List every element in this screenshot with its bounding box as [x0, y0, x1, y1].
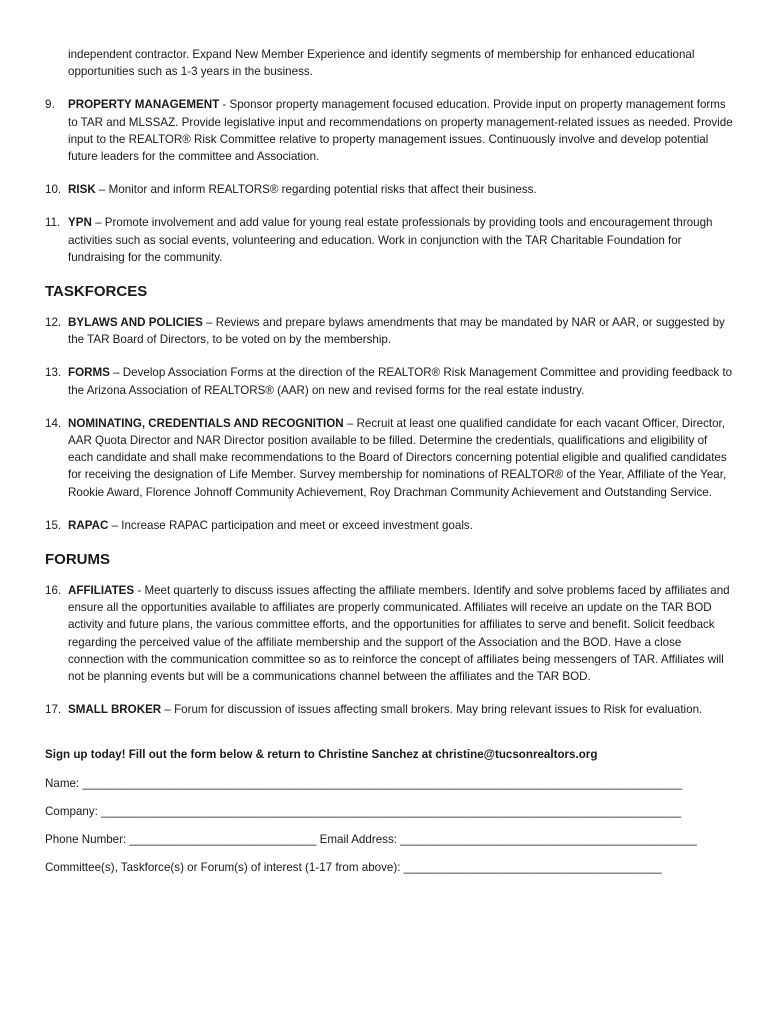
- company-field[interactable]: Company: __________________________________________________________________________________________: [45, 804, 682, 818]
- item-number: 9.: [45, 98, 55, 112]
- item-title: FORMS: [68, 366, 110, 380]
- item-separator: –: [161, 703, 175, 717]
- taskforce-list: [45, 314, 735, 534]
- item-number: 12.: [45, 316, 62, 330]
- list-item: [45, 582, 735, 685]
- item-number: 16.: [45, 584, 62, 598]
- name-field[interactable]: Name: _____________________________________________________________________________________________: [45, 776, 683, 790]
- list-item: [45, 701, 735, 718]
- item-description: Monitor and inform REALTORS® regarding potential risks that affect their business.: [108, 183, 537, 197]
- list-item: [45, 517, 735, 534]
- list-item: [45, 214, 735, 266]
- item-title: AFFILIATES: [68, 584, 135, 598]
- item-separator: –: [343, 416, 357, 430]
- interest-field[interactable]: Committee(s), Taskforce(s) or Forum(s) of interest (1-17 from above): ________________________________________: [45, 861, 662, 875]
- item-title: YPN: [68, 216, 92, 230]
- item-description: Recruit at least one qualified candidate for each vacant Officer, Director, AAR Quota Director and NAR Director position available to be filled. Determine the credentials, qualifications and eligibility of each candidate and shall make recommendations to the Board of Directors concerning potential eligible and qualified candidates for receiving the designation of Life Member. Survey membership for nominations of REALTOR® of the Year, Affiliate of the Year, Rookie Award, Florence Johnoff Community Achievement, Roy Drachman Community Achievement and Outstanding Service.: [68, 416, 727, 499]
- item-separator: -: [134, 584, 145, 598]
- item-separator: –: [95, 183, 109, 197]
- list-item: [45, 96, 735, 165]
- forum-list: [45, 582, 735, 718]
- item-description: Sponsor property management focused education. Provide input on property management forms to TAR and MLSSAZ. Provide legislative input and recommendations on property management-related issues as needed. Provide input to the REALTOR® Risk Committee relative to property management issues. Continuously involve and develop potential future leaders for the committee and Association.: [68, 98, 733, 164]
- item-number: 15.: [45, 518, 62, 532]
- item-number: 10.: [45, 183, 62, 197]
- intro-continuation: independent contractor. Expand New Member Experience and identify segments of membership for enhanced educational opportunities such as 1-3 years in the business.: [68, 48, 695, 79]
- item-title: RISK: [68, 183, 96, 197]
- item-title: PROPERTY MANAGEMENT: [68, 98, 220, 112]
- item-number: 13.: [45, 366, 62, 380]
- item-title: SMALL BROKER: [68, 703, 162, 717]
- list-item: [45, 415, 735, 501]
- taskforces-heading: TASKFORCES: [45, 283, 148, 301]
- item-description: Reviews and prepare bylaws amendments that may be mandated by NAR or AAR, or suggested by the TAR Board of Directors, to be voted on by the membership.: [68, 316, 725, 347]
- forums-heading: FORUMS: [45, 551, 110, 569]
- item-separator: –: [91, 216, 105, 230]
- item-title: NOMINATING, CREDENTIALS AND RECOGNITION: [68, 416, 344, 430]
- item-separator: –: [108, 518, 122, 532]
- item-description: Increase RAPAC participation and meet or exceed investment goals.: [121, 518, 473, 532]
- item-title: RAPAC: [68, 518, 109, 532]
- signup-instruction: Sign up today! Fill out the form below & return to Christine Sanchez at christine@tucsonrealtors.org: [45, 748, 598, 762]
- item-description: Promote involvement and add value for young real estate professionals by providing tools and encouragement through activities such as social events, volunteering and education. Work in conjunction with the TAR Charitable Foundation for fundraising for the community.: [68, 216, 713, 264]
- committee-list: [45, 96, 735, 266]
- item-separator: -: [219, 98, 230, 112]
- phone-email-field[interactable]: Phone Number: _____________________________ Email Address: ______________________________________________: [45, 833, 697, 847]
- item-number: 11.: [45, 216, 61, 230]
- item-description: Meet quarterly to discuss issues affecting the affiliate members. Identify and solve problems faced by affiliates and ensure all the opportunities available to affiliates are properly communicated. Affiliates will receive an update on the TAR BOD activity and future plans, the various committee efforts, and the opportunities for affiliates to serve and benefit. Solicit feedback regarding the perceived value of the affiliate membership and the support of the Association and the BOD. Have a close connection with the communication committee so as to reinforce the concept of affiliates being messengers of TAR. Affiliates will not be planning events but will be a communications channel between the affiliates and the TAR BOD.: [68, 584, 730, 684]
- item-title: BYLAWS AND POLICIES: [68, 316, 203, 330]
- list-item: [45, 364, 735, 398]
- item-number: 14.: [45, 416, 62, 430]
- item-description: Develop Association Forms at the direction of the REALTOR® Risk Management Committee and providing feedback to the Arizona Association of REALTORS® (AAR) on new and revised forms for the real estate industry.: [68, 366, 733, 397]
- list-item: [45, 314, 735, 348]
- item-separator: –: [202, 316, 216, 330]
- list-item: [45, 181, 735, 198]
- document-page: [45, 46, 735, 888]
- item-separator: –: [109, 366, 123, 380]
- item-number: 17.: [45, 703, 62, 717]
- item-description: Forum for discussion of issues affecting small brokers. May bring relevant issues to Risk for evaluation.: [174, 703, 703, 717]
